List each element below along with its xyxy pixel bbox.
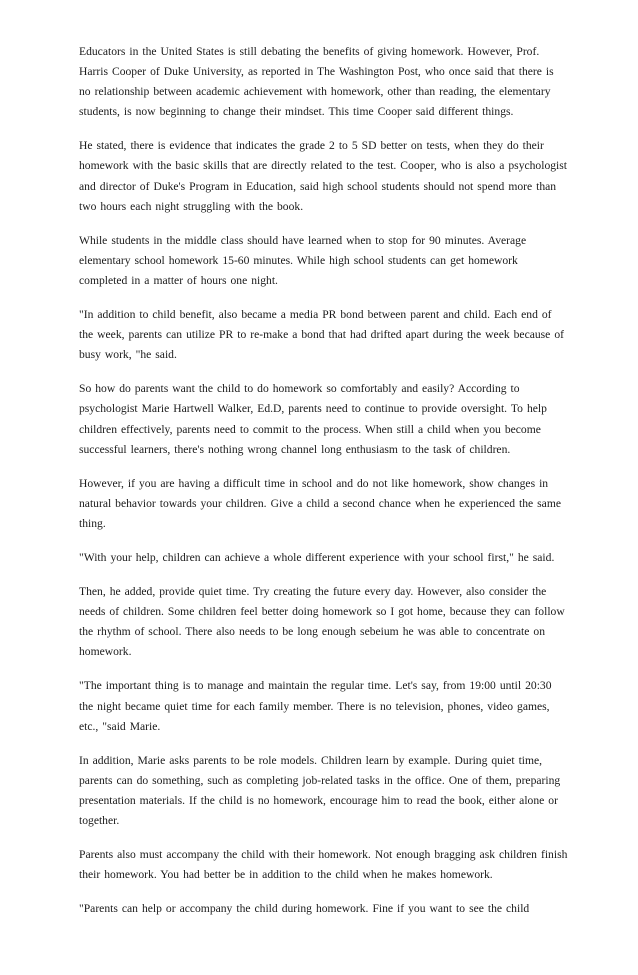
paragraph-8: Then, he added, provide quiet time. Try creating the future every day. However, also consider the needs of children. Some children feel better doing homework so I got home, because they can follow the rhythm of school. There also needs to be long enough sebeium he was able to concentrate on homework.: [79, 585, 565, 659]
paragraph-2: He stated, there is evidence that indicates the grade 2 to 5 SD better on tests, when they do their homework with the basic skills that are directly related to the test. Cooper, who is also a psychologist and director of Duke's Program in Education, said high school students should not spend more than two hours each night struggling with the book.: [79, 139, 568, 213]
paragraph-6: However, if you are having a difficult time in school and do not like homework, show changes in natural behavior towards your children. Give a child a second chance when he experienced the same thing.: [79, 476, 561, 530]
paragraph-5: So how do parents want the child to do homework so comfortably and easily? According to psychologist Marie Hartwell Walker, Ed.D, parents need to continue to provide oversight. To help children effectively, parents need to commit to the process. When still a child when you become successful learners, there's nothing wrong channel long enthusiasm to the task of children.: [79, 382, 547, 456]
paragraph-10: In addition, Marie asks parents to be role models. Children learn by example. During quiet time, parents can do something, such as completing job-related tasks in the office. One of them, preparing presentation materials. If the child is no homework, encourage him to read the book, either alone or together.: [79, 753, 561, 827]
paragraph-11: Parents also must accompany the child with their homework. Not enough bragging ask children finish their homework. You had better be in addition to the child when he makes homework.: [79, 848, 568, 882]
paragraph-4: "In addition to child benefit, also became a media PR bond between parent and child. Each end of the week, parents can utilize PR to re-make a bond that had drifted apart during the week because of busy work, "he said.: [79, 308, 564, 362]
paragraph-3: While students in the middle class should have learned when to stop for 90 minutes. Average elementary school homework 15-60 minutes. While high school students can get homework completed in a matter of hours one night.: [79, 233, 527, 287]
paragraph-1: Educators in the United States is still debating the benefits of giving homework. However, Prof. Harris Cooper of Duke University, as reported in The Washington Post, who once said that there is no relationship between academic achievement with homework, other than reading, the elementary students, is now beginning to change their mindset. This time Cooper said different things.: [79, 45, 554, 119]
paragraph-12: "Parents can help or accompany the child during homework. Fine if you want to see the child: [79, 902, 530, 916]
paragraph-7: "With your help, children can achieve a whole different experience with your school first," he said.: [79, 550, 555, 564]
paragraph-9: "The important thing is to manage and maintain the regular time. Let's say, from 19:00 until 20:30 the night became quiet time for each family member. There is no television, phones, video games, etc., "said Marie.: [79, 679, 552, 733]
